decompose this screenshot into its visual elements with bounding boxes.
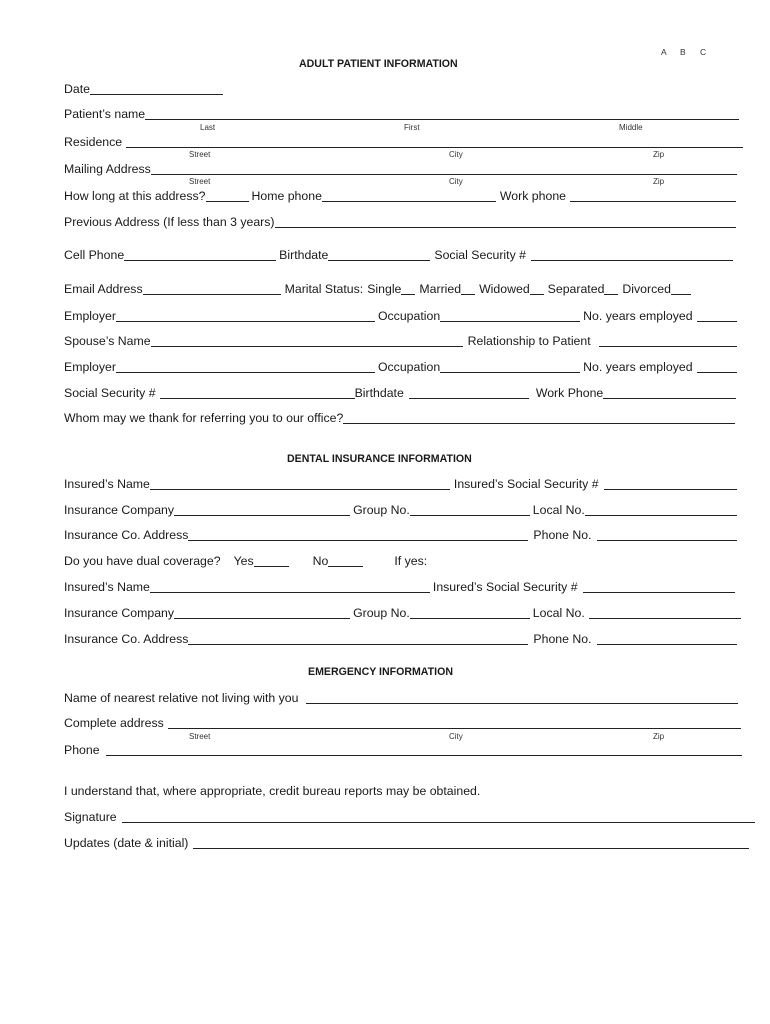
previous-address-label: Previous Address (If less than 3 years) <box>64 215 275 229</box>
divorced-label: Divorced <box>622 282 671 296</box>
widowed-label: Widowed <box>479 282 530 296</box>
sub-label-last: Last <box>200 123 216 132</box>
cell-phone-field[interactable] <box>124 249 276 261</box>
occupation-field[interactable] <box>440 310 580 322</box>
work-phone-label: Work phone <box>499 189 566 203</box>
marital-status-label: Marital Status: <box>284 282 364 296</box>
dual-coverage-label: Do you have dual coverage? <box>64 554 221 568</box>
spouse-name-label: Spouse’s Name <box>64 334 151 348</box>
sub-label-zip: Zip <box>653 150 665 159</box>
employer-field[interactable] <box>116 310 375 322</box>
years-employed-label: No. years employed <box>583 309 693 323</box>
insured-name-label: Insured’s Name <box>64 477 150 491</box>
spouse-work-phone-field[interactable] <box>603 387 736 399</box>
previous-address-field[interactable] <box>275 216 736 228</box>
group-no-2-field[interactable] <box>410 607 530 619</box>
phone-no-2-field[interactable] <box>597 633 737 645</box>
if-yes-label: If yes: <box>394 554 428 568</box>
spouse-work-phone-label: Work Phone <box>535 386 604 400</box>
sub-label-middle: Middle <box>619 123 643 132</box>
spouse-birthdate-label: Birthdate <box>354 386 404 400</box>
insured-ssn-2-field[interactable] <box>583 581 735 593</box>
home-phone-label: Home phone <box>251 189 322 203</box>
signature-field[interactable] <box>122 811 755 823</box>
separated-label: Separated <box>547 282 605 296</box>
insurance-company-2-label: Insurance Company <box>64 606 175 620</box>
updates-field[interactable] <box>193 837 749 849</box>
phone-no-label: Phone No. <box>533 528 592 542</box>
how-long-label: How long at this address? <box>64 189 206 203</box>
sub-label-city: City <box>449 732 463 741</box>
how-long-field[interactable] <box>206 190 249 202</box>
insurance-address-2-label: Insurance Co. Address <box>64 632 189 646</box>
sub-label-city: City <box>449 177 463 186</box>
employer-label: Employer <box>64 309 116 323</box>
complete-address-label: Complete address <box>64 716 164 730</box>
referral-label: Whom may we thank for referring you to our office? <box>64 411 344 425</box>
local-no-label: Local No. <box>532 503 585 517</box>
referral-field[interactable] <box>343 412 735 424</box>
corner-letter-a: A <box>661 47 667 57</box>
email-label: Email Address <box>64 282 143 296</box>
emergency-phone-field[interactable] <box>106 744 742 756</box>
patient-name-field[interactable] <box>145 108 739 120</box>
group-no-field[interactable] <box>410 504 530 516</box>
spouse-name-field[interactable] <box>151 335 463 347</box>
emergency-section-title: EMERGENCY INFORMATION <box>308 666 453 678</box>
insurance-address-field[interactable] <box>188 529 528 541</box>
insurance-company-label: Insurance Company <box>64 503 175 517</box>
corner-letter-b: B <box>680 47 686 57</box>
sub-label-street: Street <box>189 732 211 741</box>
spouse-employer-label: Employer <box>64 360 116 374</box>
work-phone-field[interactable] <box>570 190 736 202</box>
home-phone-field[interactable] <box>322 190 496 202</box>
married-label: Married <box>419 282 462 296</box>
residence-label: Residence <box>64 135 123 149</box>
sub-label-first: First <box>404 123 420 132</box>
insurance-section-title: DENTAL INSURANCE INFORMATION <box>287 453 472 465</box>
nearest-relative-label: Name of nearest relative not living with you <box>64 691 299 705</box>
complete-address-field[interactable] <box>168 717 741 729</box>
insured-name-2-field[interactable] <box>150 581 430 593</box>
single-label: Single <box>367 282 402 296</box>
patient-name-label: Patient’s name <box>64 107 146 121</box>
dual-yes-field[interactable] <box>254 555 289 567</box>
single-field[interactable] <box>401 283 415 295</box>
ssn-label: Social Security # <box>434 248 526 262</box>
date-label: Date <box>64 82 90 96</box>
spouse-employer-field[interactable] <box>116 361 375 373</box>
phone-no-2-label: Phone No. <box>533 632 592 646</box>
insured-ssn-field[interactable] <box>604 478 737 490</box>
years-employed-field[interactable] <box>697 310 737 322</box>
sub-label-zip: Zip <box>653 177 665 186</box>
insurance-address-label: Insurance Co. Address <box>64 528 189 542</box>
insurance-company-2-field[interactable] <box>174 607 350 619</box>
local-no-2-label: Local No. <box>532 606 585 620</box>
birthdate-label: Birthdate <box>279 248 329 262</box>
married-field[interactable] <box>461 283 475 295</box>
widowed-field[interactable] <box>530 283 544 295</box>
sub-label-zip: Zip <box>653 732 665 741</box>
insured-ssn-2-label: Insured’s Social Security # <box>432 580 578 594</box>
insured-ssn-label: Insured’s Social Security # <box>453 477 599 491</box>
spouse-occupation-field[interactable] <box>440 361 580 373</box>
sub-label-street: Street <box>189 150 211 159</box>
relationship-field[interactable] <box>599 335 737 347</box>
local-no-2-field[interactable] <box>589 607 741 619</box>
occupation-label: Occupation <box>377 309 441 323</box>
sub-label-city: City <box>449 150 463 159</box>
group-no-2-label: Group No. <box>353 606 410 620</box>
birthdate-field[interactable] <box>328 249 430 261</box>
spouse-birthdate-field[interactable] <box>409 387 529 399</box>
signature-label: Signature <box>64 810 117 824</box>
group-no-label: Group No. <box>353 503 410 517</box>
corner-letter-c: C <box>700 47 707 57</box>
insured-name-2-label: Insured’s Name <box>64 580 150 594</box>
local-no-field[interactable] <box>585 504 737 516</box>
relationship-label: Relationship to Patient <box>467 334 591 348</box>
phone-no-field[interactable] <box>597 529 737 541</box>
updates-label: Updates (date & initial) <box>64 836 189 850</box>
mailing-address-label: Mailing Address <box>64 162 151 176</box>
date-field[interactable] <box>90 83 223 95</box>
spouse-ssn-field[interactable] <box>160 387 355 399</box>
separated-field[interactable] <box>604 283 618 295</box>
spouse-occupation-label: Occupation <box>377 360 441 374</box>
dual-yes-label: Yes <box>233 554 254 568</box>
dual-no-label: No <box>312 554 329 568</box>
email-field[interactable] <box>143 283 281 295</box>
spouse-years-employed-field[interactable] <box>697 361 737 373</box>
emergency-phone-label: Phone <box>64 743 100 757</box>
insured-name-field[interactable] <box>150 478 450 490</box>
ssn-field[interactable] <box>531 249 733 261</box>
sub-label-street: Street <box>189 177 211 186</box>
nearest-relative-field[interactable] <box>306 692 738 704</box>
dual-no-field[interactable] <box>328 555 363 567</box>
insurance-address-2-field[interactable] <box>188 633 528 645</box>
divorced-field[interactable] <box>671 283 691 295</box>
cell-phone-label: Cell Phone <box>64 248 125 262</box>
spouse-ssn-label: Social Security # <box>64 386 156 400</box>
credit-bureau-note: I understand that, where appropriate, credit bureau reports may be obtained. <box>64 784 481 798</box>
page-title: ADULT PATIENT INFORMATION <box>299 58 458 70</box>
insurance-company-field[interactable] <box>174 504 350 516</box>
mailing-address-field[interactable] <box>151 163 737 175</box>
spouse-years-employed-label: No. years employed <box>583 360 693 374</box>
residence-field[interactable] <box>126 136 743 148</box>
